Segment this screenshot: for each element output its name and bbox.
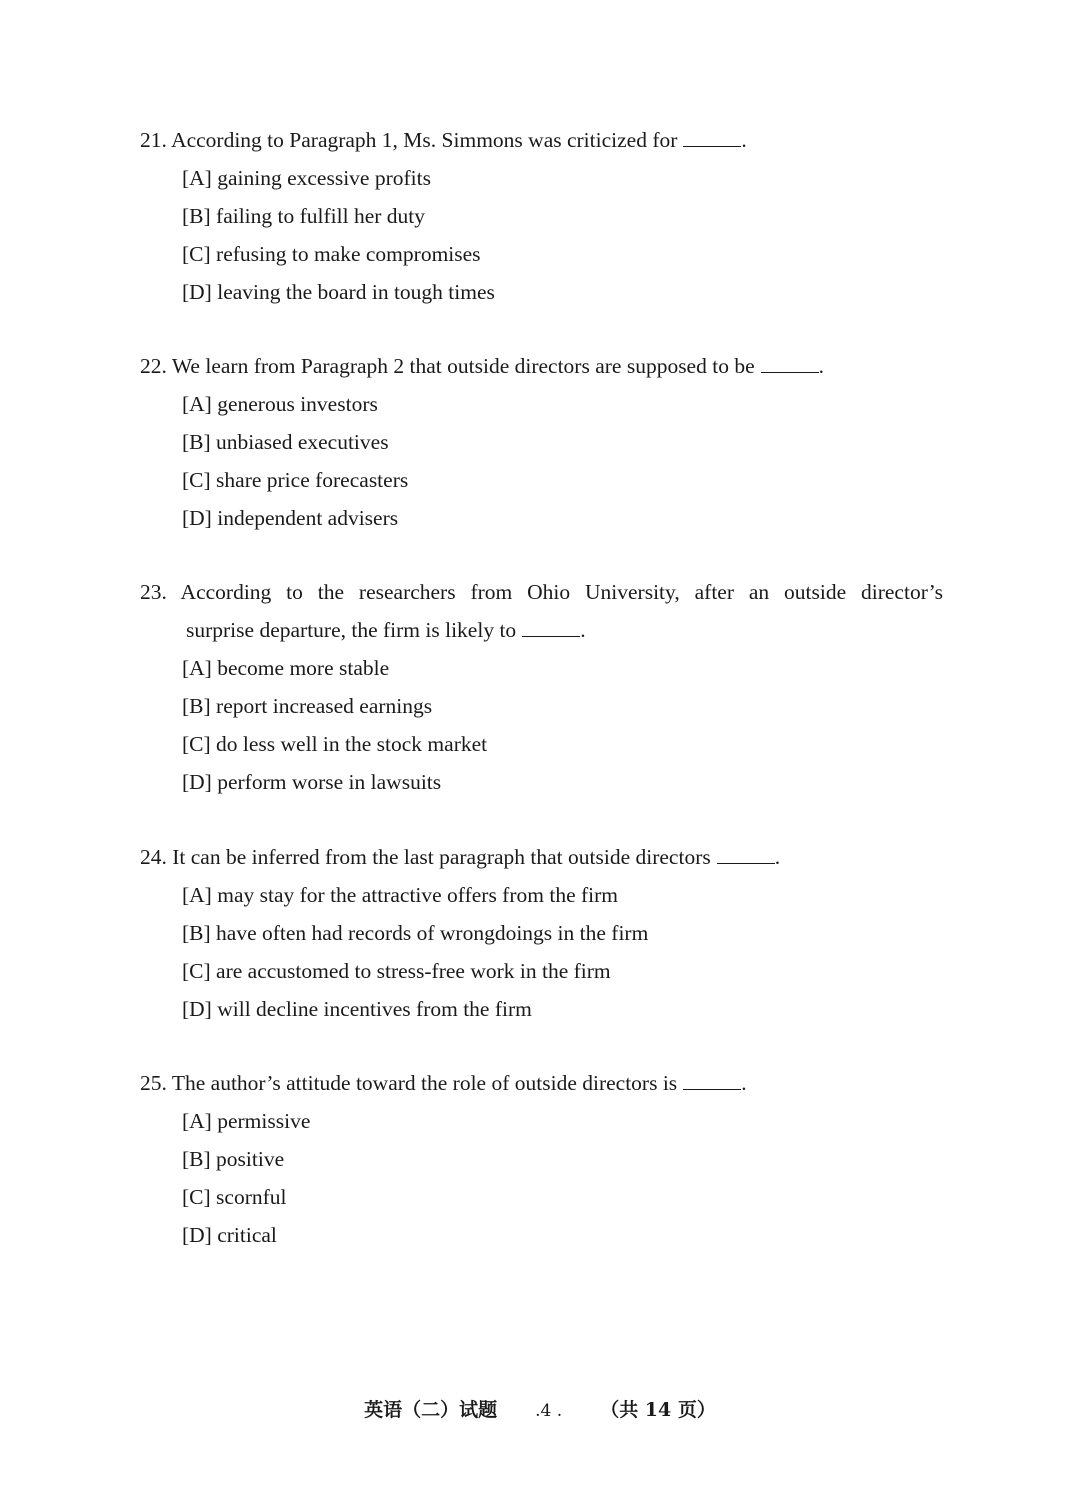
options-list xyxy=(140,159,945,311)
options-list xyxy=(140,649,945,801)
options-list xyxy=(140,1102,945,1254)
option-a: [A] become more stable xyxy=(182,656,390,680)
option-b: [B] positive xyxy=(182,1147,285,1171)
option-b: [B] unbiased executives xyxy=(182,430,389,454)
option-c: [C] do less well in the stock market xyxy=(182,732,488,756)
question-stem: 23. According to the researchers from Ohio University, after an outside director’s xyxy=(140,580,943,604)
footer-title: 英语（二）试题 xyxy=(364,1399,498,1421)
option-a: [A] generous investors xyxy=(182,392,378,416)
option-c: [C] are accustomed to stress-free work in the firm xyxy=(182,959,611,983)
option-a: [A] may stay for the attractive offers from the firm xyxy=(182,883,619,907)
options-list xyxy=(140,385,945,537)
option-d: [D] critical xyxy=(182,1223,277,1247)
question-stem-text: 21. According to Paragraph 1, Ms. Simmons was criticized for xyxy=(140,128,678,152)
answer-blank xyxy=(761,354,819,373)
option-d: [D] independent advisers xyxy=(182,506,399,530)
question-stem: 24. It can be inferred from the last paragraph that outside directors . xyxy=(140,845,781,869)
answer-blank xyxy=(683,128,741,147)
option-b: [B] report increased earnings xyxy=(182,694,433,718)
option-d: [D] will decline incentives from the firm xyxy=(182,997,532,1021)
option-b: [B] failing to fulfill her duty xyxy=(182,204,426,228)
page-number: .4 . xyxy=(535,1401,563,1421)
page-footer xyxy=(0,1396,1080,1425)
question-stem: 22. We learn from Paragraph 2 that outside directors are supposed to be . xyxy=(140,354,824,378)
option-c: [C] scornful xyxy=(182,1185,287,1209)
question-stem-text: 22. We learn from Paragraph 2 that outside directors are supposed to be xyxy=(140,354,755,378)
question-stem: 21. According to Paragraph 1, Ms. Simmons was criticized for . xyxy=(140,128,747,152)
question-22 xyxy=(140,347,945,537)
option-d: [D] leaving the board in tough times xyxy=(182,280,495,304)
question-23 xyxy=(140,573,945,801)
answer-blank xyxy=(683,1071,741,1090)
question-stem-continuation: surprise departure, the firm is likely to . xyxy=(186,618,586,642)
option-b: [B] have often had records of wrongdoings in the firm xyxy=(182,921,649,945)
question-stem-text: 25. The author’s attitude toward the role of outside directors is xyxy=(140,1071,678,1095)
option-c: [C] refusing to make compromises xyxy=(182,242,481,266)
question-stem-text: surprise departure, the firm is likely to xyxy=(186,618,517,642)
answer-blank xyxy=(717,845,775,864)
question-stem: 25. The author’s attitude toward the role of outside directors is . xyxy=(140,1071,747,1095)
question-24 xyxy=(140,838,945,1028)
option-c: [C] share price forecasters xyxy=(182,468,409,492)
options-list xyxy=(140,876,945,1028)
question-21 xyxy=(140,121,945,311)
answer-blank xyxy=(522,618,580,637)
page-total: （共 14 页） xyxy=(600,1399,716,1421)
question-stem-text: 24. It can be inferred from the last paragraph that outside directors xyxy=(140,845,711,869)
question-25 xyxy=(140,1064,945,1254)
option-d: [D] perform worse in lawsuits xyxy=(182,770,442,794)
option-a: [A] gaining excessive profits xyxy=(182,166,431,190)
option-a: [A] permissive xyxy=(182,1109,311,1133)
